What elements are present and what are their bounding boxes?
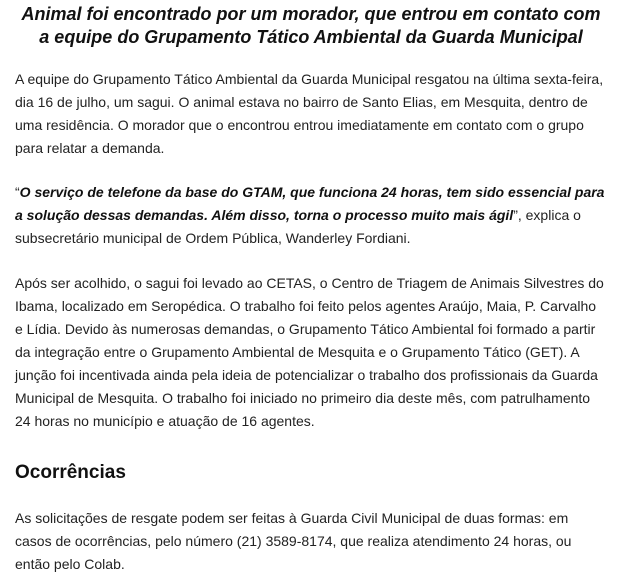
article-paragraph: Após ser acolhido, o sagui foi levado ao CETAS, o Centro de Triagem de Animais Silvestres do Ibama, localizado em Seropédica. O trabalho foi feito pelos agentes Araújo, Maia, P. Carvalho e Lídia. Devido às numerosas demandas, o Grupamento Tático Ambiental foi formado a partir da integração entre o Grupamento Ambiental de Mesquita e o Grupamento Tático (GET). A junção foi incentivada ainda pela ideia de potencializar o trabalho dos profissionais da Guarda Municipal de Mesquita. O trabalho foi iniciado no primeiro dia deste mês, com patrulhamento 24 horas no município e atuação de 16 agentes. bbox=[15, 275, 604, 429]
quote-open-mark: “ bbox=[15, 184, 20, 200]
article-page bbox=[0, 3, 619, 572]
article-paragraph: As solicitações de resgate podem ser feitas à Guarda Civil Municipal de duas formas: em casos de ocorrências, pelo número (21) 3589-8174, que realiza atendimento 24 horas, ou então pelo Colab. bbox=[15, 510, 572, 572]
article-paragraph: A equipe do Grupamento Tático Ambiental da Guarda Municipal resgatou na última sexta-feira, dia 16 de julho, um sagui. O animal estava no bairro de Santo Elias, em Mesquita, dentro de uma residência. O morador que o encontrou entrou imediatamente em contato com o grupo para relatar a demanda. bbox=[15, 71, 604, 156]
section-heading: Ocorrências bbox=[15, 462, 126, 483]
quote-attribution: ”, explica o subsecretário municipal de Ordem Pública, Wanderley Fordiani. bbox=[15, 207, 581, 246]
article-subtitle: Animal foi encontrado por um morador, que entrou em contato com a equipe do Grupamento Tático Ambiental da Guarda Municipal bbox=[21, 4, 601, 47]
quote-paragraph bbox=[15, 181, 607, 250]
quote-text: O serviço de telefone da base do GTAM, que funciona 24 horas, tem sido essencial para a solução dessas demandas. Além disso, torna o processo muito mais ágil bbox=[15, 184, 605, 223]
